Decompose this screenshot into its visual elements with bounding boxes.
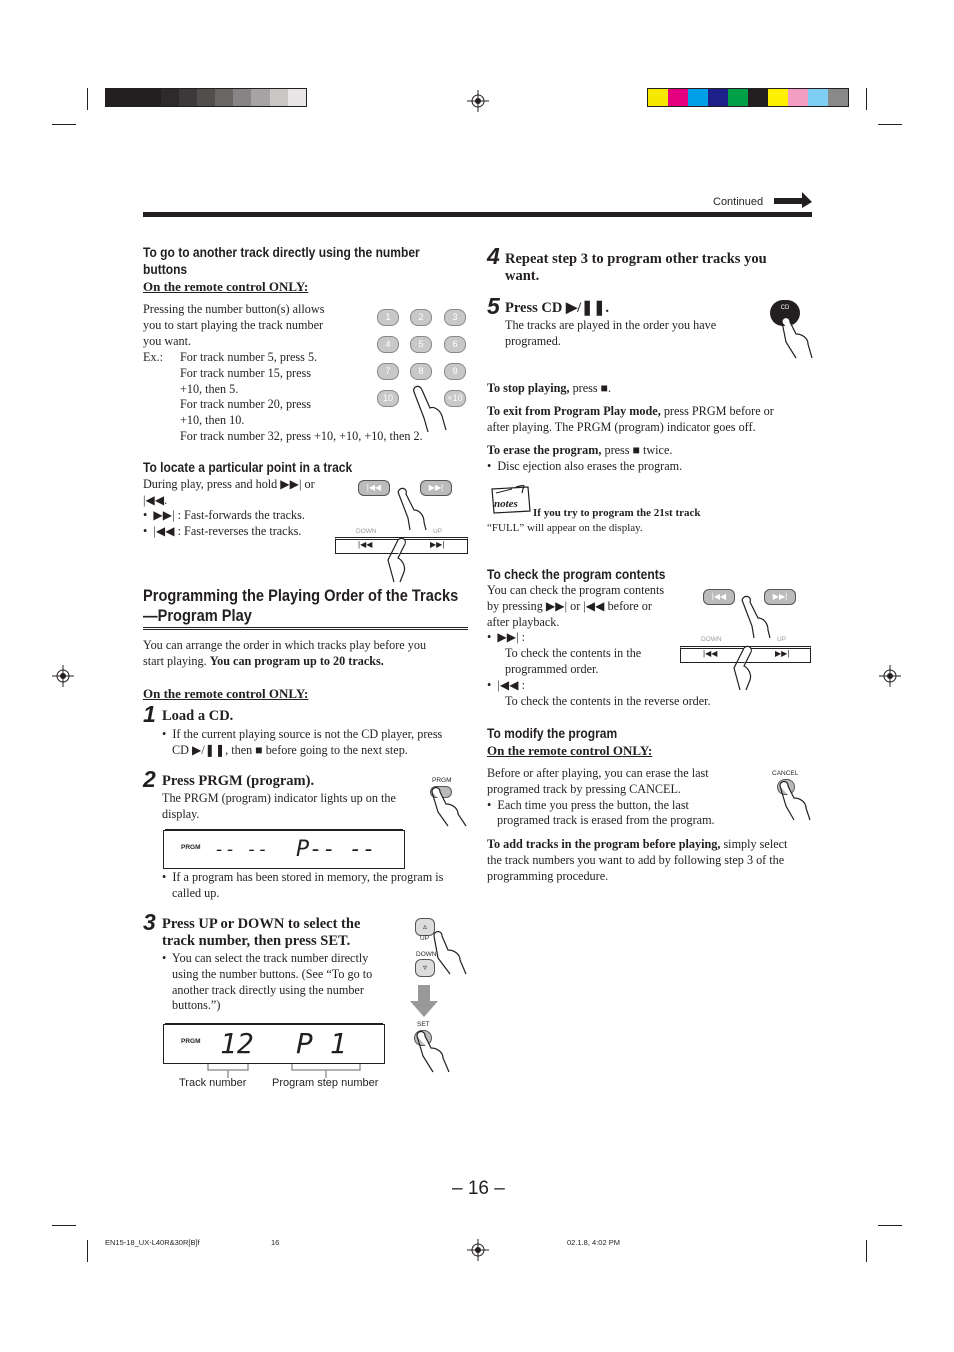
cd-button-label: CD [780, 305, 790, 311]
previous-icon: |◀◀ [703, 649, 718, 658]
text-line: You can check the program contents [487, 583, 665, 597]
step-number: 4 [487, 243, 500, 269]
number-button-9[interactable]: 9 [444, 363, 466, 380]
text-line: press ■ twice. [601, 443, 673, 457]
footer-page: 16 [271, 1238, 280, 1247]
color-swatch [828, 89, 848, 106]
caption-brackets [200, 1064, 370, 1078]
up-label: UP [433, 528, 443, 535]
step-heading [505, 251, 767, 285]
text-line: by pressing ▶▶| or |◀◀ before or [487, 598, 652, 613]
color-swatch [648, 89, 668, 106]
finger-pointer-icon [716, 644, 766, 692]
text-line: after playing. The PRGM (program) indicator goes off. [487, 419, 756, 434]
finger-pointer-icon [776, 780, 816, 822]
text-line: you to start playing the track number [143, 317, 324, 332]
intro-text [143, 638, 473, 670]
color-swatch [748, 89, 768, 106]
text-line: programed track by pressing CANCEL. [487, 781, 681, 796]
registration-mark-icon [52, 665, 74, 687]
cancel-button-label: CANCEL [772, 770, 799, 777]
add-tracks-note [487, 837, 817, 884]
finger-pointer-icon [738, 594, 772, 640]
text-line: press ■. [569, 381, 612, 395]
next-icon: ▶▶| : [497, 630, 525, 644]
previous-icon: |◀◀ [358, 540, 373, 549]
number-button-6[interactable]: 6 [444, 336, 466, 353]
text-line: If the current playing source is not the CD player, press [172, 727, 443, 741]
step-number: 2 [143, 766, 156, 792]
note-body: “FULL” will appear on the display. [487, 522, 643, 534]
up-label: UP [420, 935, 430, 942]
text-line: CD ▶/❚❚, then ■ before going to the next step. [172, 742, 408, 757]
step1-bullet: • If the current playing source is not the CD player, press CD ▶/❚❚, then ■ before going to the next step. [162, 727, 472, 759]
previous-icon: |◀◀ : [497, 678, 525, 692]
text-line: Each time you press the button, the last [497, 797, 689, 812]
prgm-indicator: PRGM [181, 844, 201, 851]
process-color-bar [647, 88, 849, 107]
prgm-indicator: PRGM [181, 1038, 201, 1045]
text-line: You can select the track number directly [171, 951, 369, 965]
check-body [487, 583, 687, 630]
header-rule [143, 212, 812, 217]
text-line: press PRGM before or [660, 404, 774, 418]
text-line: To erase the program, [487, 443, 602, 457]
number-button-2[interactable]: 2 [410, 309, 432, 326]
down-label: DOWN [356, 528, 377, 535]
text-line: buttons.”) [172, 998, 221, 1013]
continued-label: Continued [713, 196, 764, 208]
step-heading: Press PRGM (program). [162, 773, 315, 789]
text-line: : Fast-forwards the tracks. [177, 508, 305, 522]
previous-icon: |◀◀ [153, 524, 175, 538]
text-line: During play, press and hold ▶▶| or [143, 477, 315, 491]
color-swatch [808, 89, 828, 106]
number-button-10[interactable]: 10 [377, 390, 399, 407]
text-line: +10, then 10. [180, 413, 245, 428]
step-heading: Press CD ▶/❚❚. [505, 300, 610, 316]
continued-arrow-icon [774, 190, 812, 210]
step-heading [162, 916, 360, 950]
step2-body [162, 791, 422, 823]
text-line: programming procedure. [487, 868, 609, 883]
number-button-4[interactable]: 4 [377, 336, 399, 353]
text-line: programed. [505, 333, 561, 348]
up-button[interactable]: ▵ [415, 918, 435, 936]
heading-check-program: To check the program contents [487, 566, 666, 582]
finger-pointer-icon [428, 786, 470, 828]
color-swatch [197, 89, 215, 106]
text-line: If a program has been stored in memory, the program is [172, 870, 444, 884]
footer-filename: EN15-18_UX-L40R&30R[B]f [105, 1238, 200, 1247]
check-bullet-forward: • ▶▶| : To check the contents in the programmed order. [487, 630, 717, 677]
down-arrow-icon [410, 985, 438, 1017]
stop-note [487, 381, 611, 397]
text-line: want. [505, 268, 540, 284]
color-swatch [688, 89, 708, 106]
text-line: Pressing the number button(s) allows [143, 302, 325, 316]
exit-note [487, 404, 817, 436]
text-line: using the number buttons. (See “To go to [172, 966, 373, 981]
track-readout: 12 [220, 1027, 254, 1060]
prgm-button-label: PRGM [432, 777, 452, 784]
number-button-5[interactable]: 5 [410, 336, 432, 353]
number-button-7[interactable]: 7 [377, 363, 399, 380]
text-line: track number, then press SET. [162, 933, 351, 949]
text-line: Disc ejection also erases the program. [497, 458, 683, 473]
locate-bullet-ff: • ▶▶| : Fast-forwards the tracks. [143, 508, 305, 522]
step-number: 5 [487, 293, 500, 319]
text-line: |◀◀. [143, 492, 168, 507]
text-line: To stop playing, [487, 381, 570, 395]
heading-goto-track: To go to another track directly using the number buttons [143, 244, 420, 277]
text-line: You can arrange the order in which tracks play before you [143, 638, 427, 652]
color-swatch [768, 89, 788, 106]
erase-note: To erase the program, press ■ twice. • Disc ejection also erases the program. [487, 443, 683, 473]
color-swatch [708, 89, 728, 106]
display-panel [163, 1024, 385, 1064]
finger-pointer-icon [413, 1030, 455, 1074]
finger-pointer-icon [776, 316, 816, 360]
finger-pointer-icon [428, 930, 470, 976]
section-title [143, 586, 458, 626]
page-number: – 16 – [452, 1178, 505, 1199]
color-swatch [161, 89, 179, 106]
color-swatch [288, 89, 306, 106]
track-readout: -- -- [214, 839, 269, 860]
number-button-3[interactable]: 3 [444, 309, 466, 326]
heading-locate-point: To locate a particular point in a track [143, 459, 353, 475]
goto-body [143, 302, 363, 349]
text-line: start playing. [143, 653, 210, 668]
number-button-plus10[interactable]: +10 [444, 390, 466, 407]
text-line: For track number 32, press +10, +10, +10, then 2. [180, 428, 423, 443]
registration-mark-icon [467, 1239, 489, 1261]
text-line: The PRGM (program) indicator lights up on the [162, 791, 396, 805]
text-line: the track numbers you want to add by following step 3 of the [487, 852, 785, 867]
down-button[interactable]: ▿ [415, 959, 435, 977]
next-icon: ▶▶| [153, 508, 175, 522]
step-number: 3 [143, 909, 156, 935]
finger-pointer-icon [410, 384, 450, 434]
text-line: called up. [172, 885, 220, 900]
text-line: another track directly using the number [172, 982, 364, 997]
remote-only-note: On the remote control ONLY: [487, 743, 653, 758]
number-button-8[interactable]: 8 [410, 363, 432, 380]
text-line: programmed order. [505, 661, 599, 676]
footer-timestamp: 02.1.8, 4:02 PM [567, 1238, 620, 1247]
text-line: To check the contents in the reverse order. [505, 693, 711, 708]
text-line: To add tracks in the program before playing, [487, 837, 721, 851]
step-readout: P-- -- [296, 837, 376, 862]
step-heading: Load a CD. [162, 708, 234, 724]
text-line: Press UP or DOWN to select the [162, 916, 361, 932]
section-rule [143, 627, 468, 630]
note-heading: If you try to program the 21st track [533, 507, 701, 519]
text-line: To exit from Program Play mode, [487, 404, 661, 418]
remote-only-note: On the remote control ONLY: [143, 686, 309, 701]
section-title-line: Programming the Playing Order of the Tracks [143, 586, 459, 605]
text-line: Before or after playing, you can erase the last [487, 766, 709, 780]
color-swatch [668, 89, 688, 106]
text-line: Repeat step 3 to program other tracks you [505, 251, 767, 267]
color-swatch [788, 89, 808, 106]
down-label: DOWN [416, 951, 437, 958]
color-swatch [251, 89, 269, 106]
locate-body [143, 477, 353, 509]
text-line: To check the contents in the [505, 645, 642, 660]
step5-body [505, 318, 755, 350]
skip-forward-button[interactable]: ▶▶| [420, 480, 452, 496]
text-line: you want. [143, 333, 192, 348]
next-icon: ▶▶| [430, 540, 445, 549]
color-swatch [142, 89, 160, 106]
display-panel [163, 830, 405, 869]
color-swatch [124, 89, 142, 106]
skip-back-button[interactable]: |◀◀ [703, 589, 735, 605]
color-swatch [233, 89, 251, 106]
text-line: The tracks are played in the order you have [505, 318, 717, 332]
text-line: +10, then 5. [180, 381, 239, 396]
text-line: : Fast-reverses the tracks. [177, 524, 302, 538]
notes-logo: notes [494, 498, 518, 510]
text-line: For track number 15, press [180, 365, 311, 380]
example-label: Ex.: [143, 350, 163, 364]
color-swatch [270, 89, 288, 106]
skip-forward-button[interactable]: ▶▶| [764, 589, 796, 605]
up-label: UP [777, 636, 787, 643]
step2-bullet: • If a program has been stored in memory, the program is called up. [162, 870, 472, 902]
check-bullet-reverse: • |◀◀ : To check the contents in the reverse order. [487, 678, 817, 710]
registration-mark-icon [879, 665, 901, 687]
text-line: programed track is erased from the program. [497, 813, 715, 828]
text-line: For track number 20, press [180, 397, 311, 412]
text-line: after playback. [487, 614, 560, 629]
step-number: 1 [143, 701, 156, 727]
text-line: You can program up to 20 tracks. [209, 653, 384, 668]
text-line: display. [162, 806, 200, 821]
number-button-1[interactable]: 1 [377, 309, 399, 326]
locate-bullet-rew: • |◀◀ : Fast-reverses the tracks. [143, 524, 302, 538]
finger-pointer-icon [394, 486, 428, 532]
caption-program-step: Program step number [272, 1077, 379, 1089]
color-swatch [179, 89, 197, 106]
text-line: For track number 5, press 5. [180, 350, 318, 364]
text-line: simply select [720, 837, 788, 851]
grayscale-color-bar [105, 88, 307, 107]
registration-mark-icon [467, 90, 489, 112]
heading-modify-program: To modify the program [487, 725, 618, 741]
down-label: DOWN [701, 636, 722, 643]
set-label: SET [417, 1021, 430, 1028]
color-swatch [728, 89, 748, 106]
step-readout: P 1 [296, 1027, 347, 1060]
skip-back-button[interactable]: |◀◀ [358, 480, 390, 496]
caption-track-number: Track number [179, 1077, 247, 1089]
finger-pointer-icon [370, 536, 420, 584]
modify-body: Before or after playing, you can erase the last programed track by pressing CANCEL. • Each time you press the button, the last programed track is erased from the program. [487, 766, 757, 829]
color-swatch [106, 89, 124, 106]
remote-only-note: On the remote control ONLY: [143, 279, 309, 294]
step3-bullet: • You can select the track number directly using the number buttons. (See “To go to another track directly using the number buttons.”) [162, 951, 402, 1014]
color-swatch [215, 89, 233, 106]
next-icon: ▶▶| [775, 649, 790, 658]
section-title-line: —Program Play [143, 606, 252, 625]
